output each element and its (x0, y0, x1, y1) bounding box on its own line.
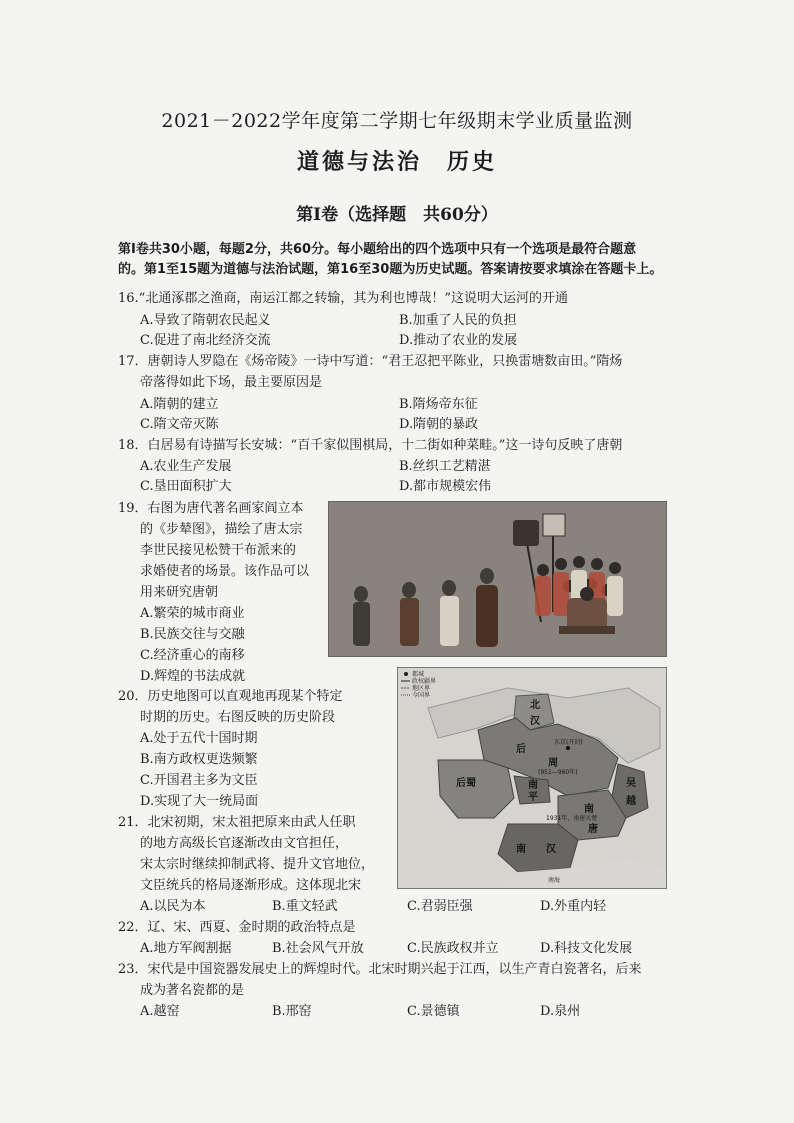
question-stem: 时期的历史。右图反映的历史阶段 (140, 710, 336, 725)
option-a: A.繁荣的城市商业 (140, 606, 245, 621)
option-b: B.南方政权更迭频繁 (140, 752, 258, 767)
option-c: C.促进了南北经济交流 (140, 333, 271, 348)
question-stem: 的《步辇图》，描绘了唐太宗 (140, 522, 303, 537)
svg-text:地区界: 地区界 (412, 685, 431, 692)
option-a: A.越窑 (140, 1004, 180, 1019)
question-stem: 用来研究唐朝 (140, 585, 219, 600)
question-stem: 宋太宗时继续抑制武将、提升文官地位， (140, 857, 375, 872)
question-stem: 16.“北通涿郡之渔商，南运江都之转输，其为利也博哉！”这说明大运河的开通 (118, 291, 568, 306)
option-b: B.社会风气开放 (272, 941, 364, 956)
option-a: A.导致了隋朝农民起义 (140, 313, 271, 328)
option-c: C.民族政权并立 (407, 941, 499, 956)
svg-text:(951—960年): (951—960年) (538, 769, 578, 776)
option-c: C.经济重心的南移 (140, 648, 245, 663)
option-d: D.泉州 (540, 1004, 581, 1019)
section-title: 第Ⅰ卷（选择题 共60分） (296, 205, 498, 225)
option-a: A.以民为本 (140, 899, 206, 914)
svg-text:周: 周 (548, 758, 558, 769)
svg-text:唐: 唐 (588, 824, 598, 835)
option-c: C.垦田面积扩大 (140, 479, 232, 494)
painting-illustration (329, 502, 666, 656)
option-d: D.都市规模宏伟 (399, 479, 492, 494)
svg-text:平: 平 (528, 792, 538, 803)
svg-text:汉: 汉 (530, 716, 540, 727)
option-a: A.地方军阀割据 (140, 941, 232, 956)
question-stem: 帝落得如此下场，最主要原因是 (140, 375, 323, 390)
painting-image (328, 501, 667, 657)
svg-text:政权疆界: 政权疆界 (412, 678, 437, 685)
option-d: D.推动了农业的发展 (399, 333, 518, 348)
option-c: C.君弱臣强 (407, 899, 473, 914)
question-stem: 求婚使者的场景。该作品可以 (140, 564, 310, 579)
svg-text:1931年，南唐灭楚: 1931年，南唐灭楚 (546, 815, 598, 822)
question-stem: 18．白居易有诗描写长安城：“百千家似围棋局，十二街如种菜畦。”这一诗句反映了唐朝 (118, 438, 623, 453)
option-b: B.重文轻武 (272, 899, 338, 914)
option-d: D.隋朝的暴政 (399, 417, 479, 432)
option-d: D.科技文化发展 (540, 941, 633, 956)
question-stem: 李世民接见松赞干布派来的 (140, 543, 297, 558)
svg-text:北: 北 (530, 700, 540, 711)
option-c: C.景德镇 (407, 1004, 460, 1019)
svg-text:汉: 汉 (546, 844, 556, 855)
option-c: C.隋文帝灭陈 (140, 417, 219, 432)
option-d: D.外重内轻 (540, 899, 607, 914)
option-d: D.辉煌的书法成就 (140, 669, 246, 684)
question-stem: 的地方高级长官逐渐改由文官担任， (140, 836, 349, 851)
svg-text:南: 南 (584, 804, 594, 815)
instructions-line: 第Ⅰ卷共30小题，每题2分，共60分。每小题给出的四个选项中只有一个选项是最符合题意 (118, 242, 637, 257)
question-stem: 文臣统兵的格局逐渐形成。这体现北宋 (140, 878, 362, 893)
five-dynasties-map (397, 667, 667, 889)
svg-text:后: 后 (516, 744, 526, 755)
svg-text:吴: 吴 (626, 778, 636, 789)
option-b: B.加重了人民的负担 (399, 313, 517, 328)
svg-text:越: 越 (626, 796, 636, 807)
question-stem: 23．宋代是中国瓷器发展史上的辉煌时代。北宋时期兴起于江西，以生产青白瓷著名，后来 (118, 962, 642, 977)
question-stem: 20．历史地图可以直观地再现某个特定 (118, 689, 343, 704)
question-stem: 22．辽、宋、西夏、金时期的政治特点是 (118, 920, 356, 935)
exam-title: 2021－2022学年度第二学期七年级期末学业质量监测 (161, 110, 633, 132)
question-stem: 19．右图为唐代著名画家阎立本 (118, 501, 304, 516)
option-a: A.隋朝的建立 (140, 397, 219, 412)
option-b: B.丝织工艺精湛 (399, 459, 491, 474)
option-d: D.实现了大一统局面 (140, 794, 259, 809)
svg-text:今国界: 今国界 (412, 692, 431, 699)
question-stem: 21．北宋初期，宋太祖把原来由武人任职 (118, 815, 356, 830)
map-illustration (398, 668, 666, 888)
subject-title: 道德与法治 历史 (296, 149, 497, 175)
option-c: C.开国君主多为文臣 (140, 773, 258, 788)
svg-text:后蜀: 后蜀 (456, 778, 476, 789)
instructions (118, 240, 678, 280)
svg-text:都城: 都城 (412, 671, 425, 678)
svg-text:东京(开封): 东京(开封) (554, 739, 583, 746)
option-b: B.隋炀帝东征 (399, 397, 478, 412)
question-stem: 17．唐朝诗人罗隐在《炀帝陵》一诗中写道：“君王忍把平陈业，只换雷塘数亩田。”隋炀 (118, 354, 623, 369)
question-stem: 成为著名瓷都的是 (140, 983, 245, 998)
svg-text:南: 南 (528, 780, 538, 791)
option-a: A.处于五代十国时期 (140, 731, 258, 746)
svg-text:南: 南 (516, 844, 526, 855)
svg-text:南海: 南海 (548, 877, 561, 884)
option-b: B.邢窑 (272, 1004, 312, 1019)
option-a: A.农业生产发展 (140, 459, 232, 474)
instructions-line: 的。第1至15题为道德与法治试题，第16至30题为历史试题。答案请按要求填涂在答题卡上。 (118, 262, 663, 277)
option-b: B.民族交往与交融 (140, 627, 245, 642)
